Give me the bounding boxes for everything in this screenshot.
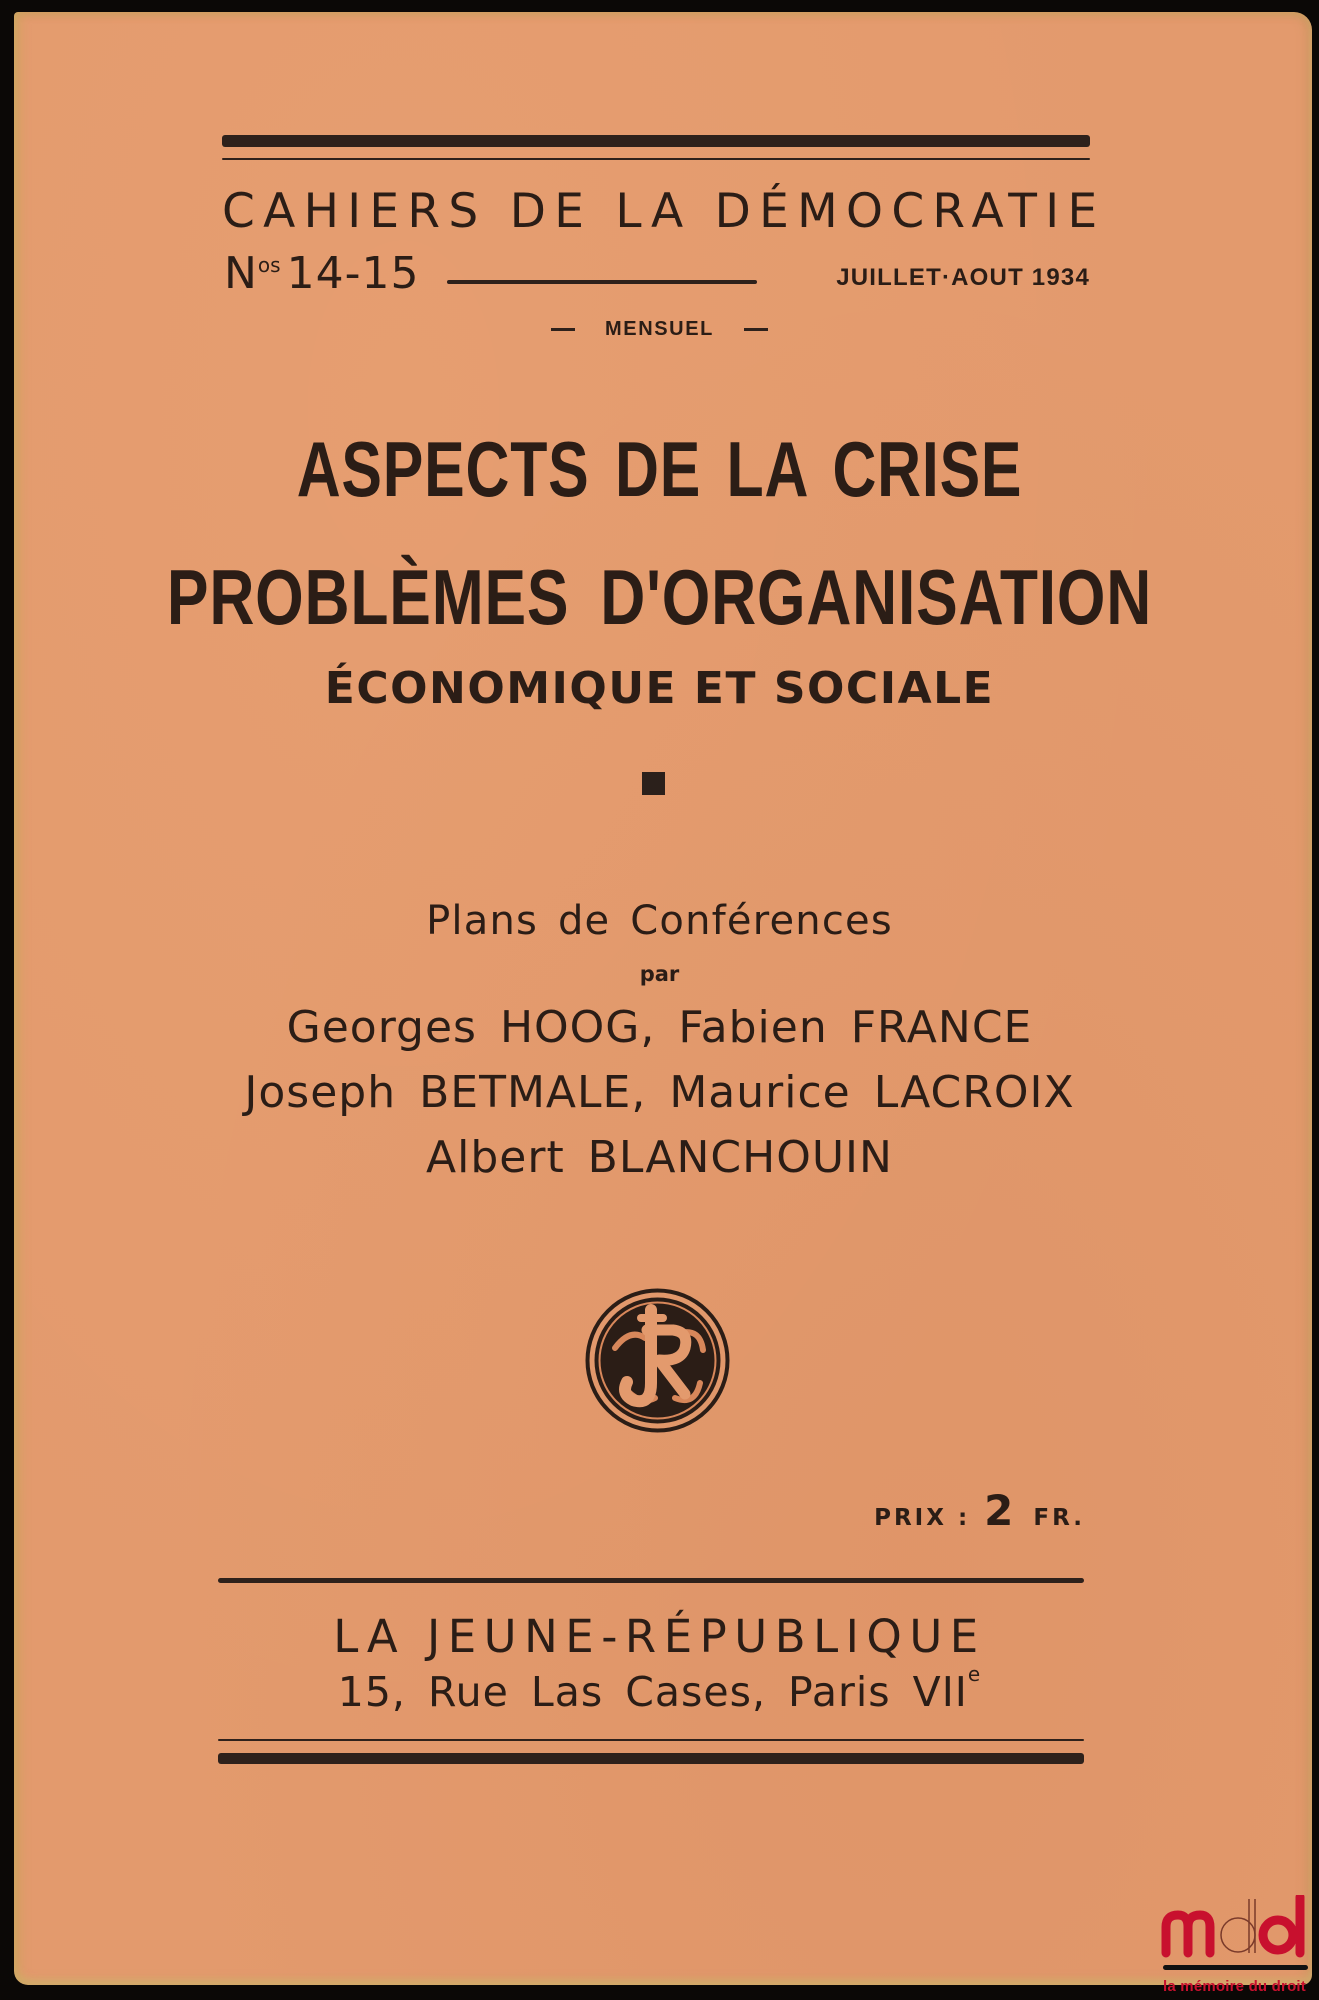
jr-monogram-emblem-icon <box>585 1288 730 1433</box>
address-superscript: e <box>967 1662 982 1686</box>
issue-number <box>224 248 420 303</box>
frequency-label <box>0 318 1319 341</box>
title-line-2: PROBLÈMES D'ORGANISATION <box>166 553 1153 641</box>
issue-superscript: os <box>257 253 281 277</box>
publisher-top-rule <box>218 1578 1084 1583</box>
publisher-name: LA JEUNE-RÉPUBLIQUE <box>333 1610 986 1663</box>
frequency-text: MENSUEL <box>605 318 714 340</box>
publisher-address <box>0 1662 1319 1716</box>
issue-prefix: N <box>224 248 258 299</box>
dash-right <box>744 328 768 331</box>
price <box>785 1486 1085 1535</box>
price-amount: 2 <box>984 1486 1014 1535</box>
top-thick-rule <box>222 135 1090 147</box>
price-currency: FR. <box>1033 1505 1085 1531</box>
watermark-tagline: la mémoire du droit <box>1163 1978 1306 1995</box>
author-line: Georges HOOG, Fabien FRANCE <box>286 1002 1033 1053</box>
address-text: 15, Rue Las Cases, Paris VII <box>337 1668 968 1716</box>
square-ornament-icon <box>642 772 665 795</box>
issue-dash-rule <box>447 280 757 284</box>
title-line-3: ÉCONOMIQUE ET SOCIALE <box>324 663 995 714</box>
bottom-thick-rule <box>218 1753 1084 1764</box>
issue-date: JUILLET·AOUT 1934 <box>836 264 1090 291</box>
series-title: CAHIERS DE LA DÉMOCRATIE <box>222 184 1106 239</box>
bottom-thin-rule <box>218 1739 1084 1741</box>
author-line: Albert BLANCHOUIN <box>426 1132 893 1183</box>
author-line: Joseph BETMALE, Maurice LACROIX <box>244 1067 1075 1118</box>
title-line-1: ASPECTS DE LA CRISE <box>296 425 1023 513</box>
price-label: PRIX : <box>874 1505 971 1531</box>
subtitle: Plans de Conférences <box>426 898 893 944</box>
issue-row <box>222 248 1090 299</box>
issue-numbers: 14-15 <box>286 248 420 299</box>
dash-left <box>551 328 575 331</box>
by-label: par <box>639 962 680 986</box>
top-thin-rule <box>222 158 1090 160</box>
